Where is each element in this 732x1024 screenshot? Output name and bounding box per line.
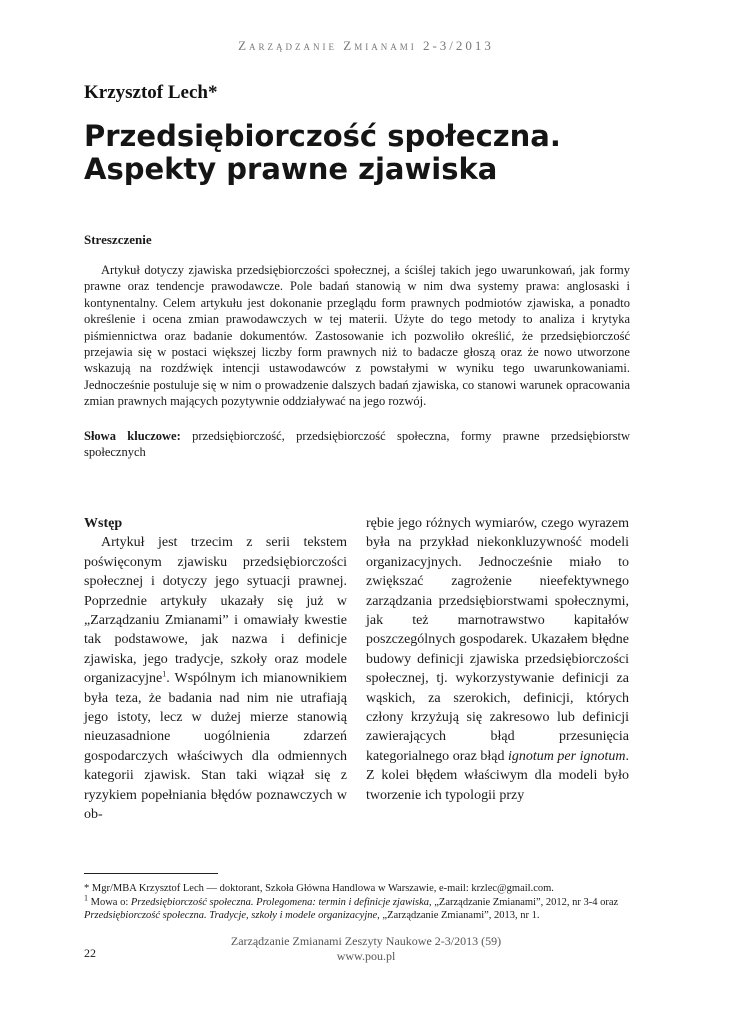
running-head: Zarządzanie Zmianami 2-3/2013 [238, 38, 494, 53]
continuation-text-b: . Z kolei błędem właściwym dla modeli było tworzenie ich typologii przy [366, 748, 629, 803]
footnote-1-title-b: Przedsiębiorczość społeczna. Tradycje, szkoły i modele organizacyjne [84, 910, 378, 922]
footer-url[interactable]: www.pou.pl [336, 949, 396, 963]
footnote-1 [84, 893, 644, 923]
page-footer [0, 934, 732, 964]
intro-text-b: . Wspólnym ich mianownikiem była teza, że badania nad nim nie utrafiają jego istoty, lecz w dużej mierze stanowią nieuzasadnione uogólnienia zdarzeń gospodarczych właściwych dla odmiennych kategorii zjawisk. Stan taki wiązał się z ryzykiem popełniania błędów poznawczych w ob- [84, 671, 347, 823]
page-number: 22 [84, 946, 96, 960]
footer-journal: Zarządzanie Zmianami Zeszyty Naukowe 2-3/2013 (59) [230, 934, 502, 948]
footnote-1-title-a: Przedsiębiorczość społeczna. Prolegomena: termin i definicje zjawiska [130, 896, 430, 908]
continuation-text-a: rębie jego różnych wymiarów, czego wyrazem była na przykład niekonkluzywność modeli organizacyjnych. Jednocześnie miało to zwiększać zagrożenie nieefektywnego zarządzania przedsiębiorstwami społecznymi, jak też marnotrawstwo kapitałów poszczególnych gospodarek. Ukazałem błędne budowy definicji zjawiska przedsiębiorczości społecznej, tj. wykorzystywanie definicji za wąskich, za szerokich, definicji, których człony krzyżują się zakresowo lub definicji zawierających błąd przesunięcia kategorialnego oraz błąd [366, 516, 629, 764]
footnote-author: * Mgr/MBA Krzysztof Lech — doktorant, Szkoła Główna Handlowa w Warszawie, e-mail: krzlec@gmail.com. [84, 883, 554, 894]
intro-text-a: Artykuł jest trzecim z serii tekstem poświęconym zjawisku przedsiębiorczości społecznej i dotyczy jego sytuacji prawnej. Poprzednie artykuły ukazały się już w „Zarządzaniu Zmianami” i omawiały kwestie tak podstawowe, jak nazwa i definicje zjawiska, jego tradycje, szkoły oraz modele organizacyjne [84, 535, 347, 687]
keywords-label: Słowa kluczowe: [84, 429, 181, 443]
intro-paragraph [84, 533, 347, 824]
footnote-1-mid: , „Zarządzanie Zmianami”, 2012, nr 3-4 oraz [429, 896, 619, 908]
keywords [84, 428, 630, 461]
continuation-paragraph [366, 514, 629, 805]
footnotes [84, 882, 644, 923]
right-column [366, 514, 629, 805]
article-title: Przedsiębiorczość społeczna. Aspekty prawne zjawiska [84, 119, 561, 186]
footnote-ref-1[interactable]: 1 [162, 669, 167, 679]
section-heading-intro: Wstęp [84, 516, 123, 531]
footnote-1-post: , „Zarządzanie Zmianami”, 2013, nr 1. [377, 910, 540, 922]
abstract-text: Artykuł dotyczy zjawiska przedsiębiorczości społecznej, a ściślej takich jego uwarunkowań, jak formy prawne oraz tendencje prawodawcze. Pole badań stanowią w nim dwa systemy prawa: anglosaski i kontynentalny. Celem artykułu jest dokonanie przeglądu form prawnych podmiotów zjawiska, a ponadto określenie i ocena zmian prawodawczych w tej materii. Użyte do tego metody to analiza i krytyka piśmiennictwa oraz badanie dokumentów. Zastosowanie ich pozwoliło określić, że przedsiębiorczość przejawia się w postaci większej liczby form prawnych niż to badacze głoszą oraz że nowo utworzone wskazują na rozdźwięk intencji ustawodawców z powstałymi w wyniku tego uwarunkowaniami. Jednocześnie postuluje się w nim o prowadzenie dalszych badań zjawiska, co stanowi warunek opracowania zmian prawnych mających pozytywnie oddziaływać na jego rozwój. [84, 263, 630, 409]
footnote-1-pre: Mowa o: [88, 896, 131, 908]
latin-phrase: ignotum per ignotum [507, 748, 626, 764]
author-name: Krzysztof Lech* [84, 82, 218, 103]
left-column [84, 514, 347, 825]
abstract-heading: Streszczenie [84, 232, 152, 247]
keywords-list: przedsiębiorczość, przedsiębiorczość społeczna, formy prawne przedsiębiorstw społecznych [84, 429, 630, 460]
footnote-divider [84, 873, 218, 874]
footnote-number: 1 [84, 893, 88, 903]
